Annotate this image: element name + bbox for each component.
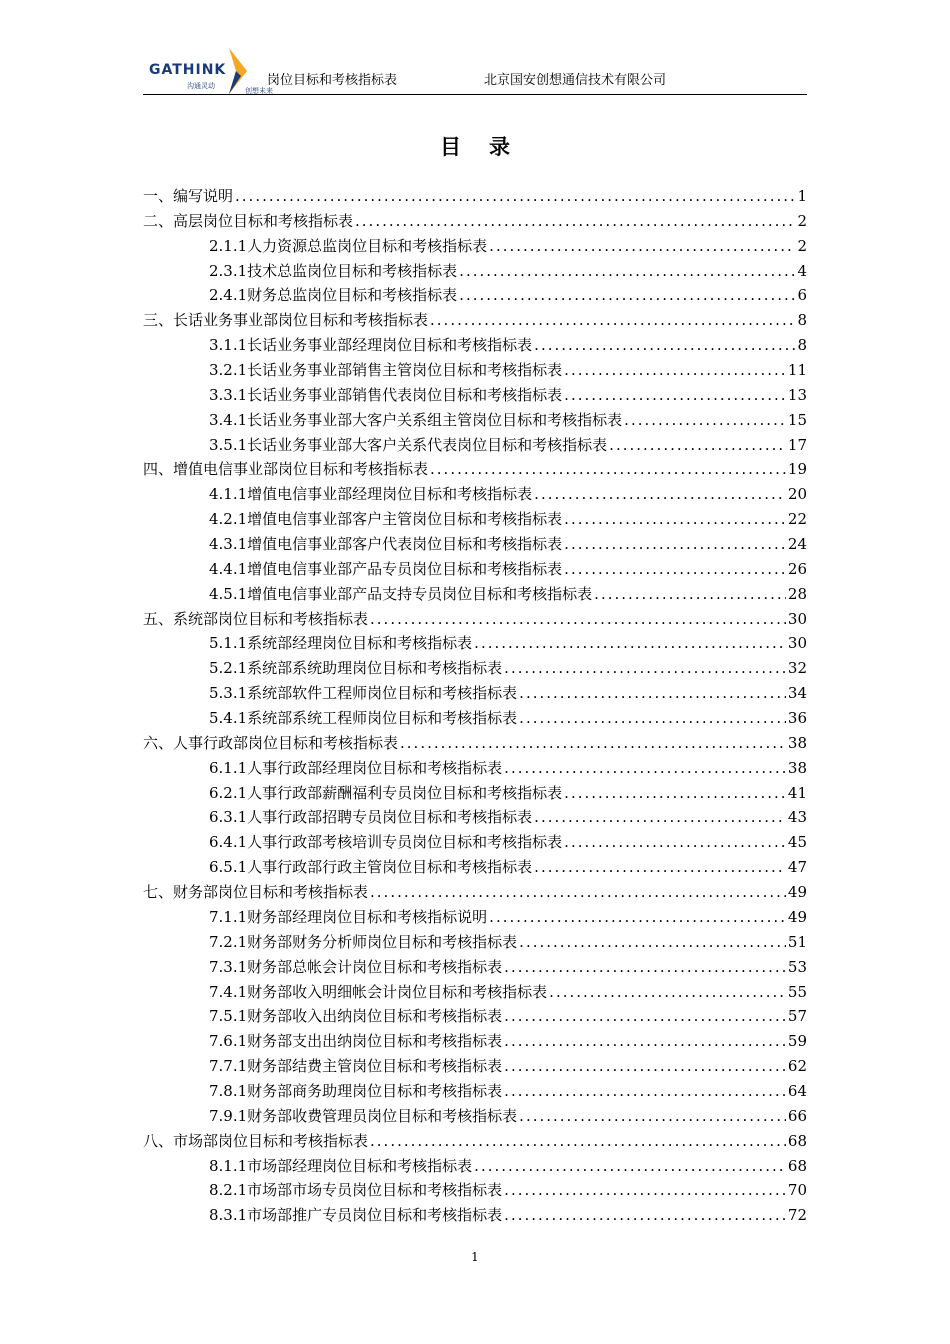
- toc-entry-text: 7.4.1财务部收入明细帐会计岗位目标和考核指标表: [209, 982, 548, 1001]
- toc-leader-dots: [370, 607, 786, 632]
- toc-subentry[interactable]: [143, 408, 807, 433]
- company-logo: [143, 48, 273, 94]
- toc-entry-text: 2.1.1人力资源总监岗位目标和考核指标表: [209, 236, 488, 255]
- toc-page-number: 55: [787, 982, 807, 1001]
- toc-entry-text: 六、人事行政部岗位目标和考核指标表: [143, 733, 399, 752]
- toc-entry-text: 7.5.1财务部收入出纳岗位目标和考核指标表: [209, 1007, 503, 1026]
- toc-entry[interactable]: [143, 308, 807, 333]
- toc-leader-dots: [370, 880, 786, 905]
- toc-page-number: 41: [787, 783, 807, 802]
- toc-entry-text: 7.9.1财务部收费管理员岗位目标和考核指标表: [209, 1106, 518, 1125]
- toc-page-number: 2: [797, 236, 807, 255]
- toc-entry-text: 二、高层岗位目标和考核指标表: [143, 211, 354, 230]
- toc-subentry[interactable]: [143, 955, 807, 980]
- toc-subentry[interactable]: [143, 905, 807, 930]
- toc-subentry[interactable]: [143, 706, 807, 731]
- toc-page-number: 72: [787, 1206, 807, 1225]
- toc-entry-text: 8.3.1市场部推广专员岗位目标和考核指标表: [209, 1206, 503, 1225]
- toc-subentry[interactable]: [143, 1029, 807, 1054]
- toc-leader-dots: [474, 631, 786, 656]
- toc-page-number: 38: [787, 733, 807, 752]
- toc-entry[interactable]: [143, 607, 807, 632]
- toc-leader-dots: [549, 980, 786, 1005]
- toc-entry[interactable]: [143, 1129, 807, 1154]
- toc-entry-text: 7.8.1财务部商务助理岗位目标和考核指标表: [209, 1081, 503, 1100]
- toc-page-number: 43: [787, 808, 807, 827]
- toc-leader-dots: [519, 681, 786, 706]
- toc-entry[interactable]: [143, 880, 807, 905]
- toc-leader-dots: [519, 706, 786, 731]
- toc-leader-dots: [474, 1154, 786, 1179]
- toc-page-number: 19: [787, 460, 807, 479]
- toc-page-number: 34: [787, 684, 807, 703]
- logo-slogan-1: 沟通灵动: [187, 82, 215, 90]
- toc-entry-text: 4.1.1增值电信事业部经理岗位目标和考核指标表: [209, 485, 533, 504]
- toc-entry-text: 6.1.1人事行政部经理岗位目标和考核指标表: [209, 758, 503, 777]
- toc-subentry[interactable]: [143, 383, 807, 408]
- toc-entry-text: 7.1.1财务部经理岗位目标和考核指标说明: [209, 907, 488, 926]
- toc-page-number: 53: [787, 957, 807, 976]
- toc-entry-text: 5.3.1系统部软件工程师岗位目标和考核指标表: [209, 684, 518, 703]
- toc-subentry[interactable]: [143, 1154, 807, 1179]
- toc-subentry[interactable]: [143, 1203, 807, 1228]
- toc-leader-dots: [519, 930, 786, 955]
- toc-page-number: 24: [787, 535, 807, 554]
- toc-leader-dots: [624, 408, 786, 433]
- toc-leader-dots: [504, 1004, 786, 1029]
- toc-entry-text: 6.4.1人事行政部考核培训专员岗位目标和考核指标表: [209, 833, 563, 852]
- toc-leader-dots: [534, 855, 786, 880]
- toc-page-number: 11: [787, 361, 807, 380]
- toc-subentry[interactable]: [143, 681, 807, 706]
- toc-entry-text: 3.4.1长话业务事业部大客户关系组主管岗位目标和考核指标表: [209, 410, 623, 429]
- toc-entry-text: 四、增值电信事业部岗位目标和考核指标表: [143, 460, 429, 479]
- toc-page-number: 22: [787, 510, 807, 529]
- toc-subentry[interactable]: [143, 358, 807, 383]
- toc-entry-text: 4.3.1增值电信事业部客户代表岗位目标和考核指标表: [209, 535, 563, 554]
- toc-entry-text: 2.4.1财务总监岗位目标和考核指标表: [209, 286, 458, 305]
- toc-page-number: 2: [797, 211, 807, 230]
- toc-entry-text: 7.3.1财务部总帐会计岗位目标和考核指标表: [209, 957, 503, 976]
- toc-leader-dots: [489, 234, 795, 259]
- toc-subentry[interactable]: [143, 631, 807, 656]
- toc-entry-text: 8.1.1市场部经理岗位目标和考核指标表: [209, 1156, 473, 1175]
- toc-page-number: 59: [787, 1032, 807, 1051]
- toc-leader-dots: [534, 482, 786, 507]
- toc-leader-dots: [534, 805, 786, 830]
- toc-entry-text: 3.2.1长话业务事业部销售主管岗位目标和考核指标表: [209, 361, 563, 380]
- logo-wordmark: GATHINK: [149, 62, 227, 78]
- toc-entry-text: 4.4.1增值电信事业部产品专员岗位目标和考核指标表: [209, 559, 563, 578]
- toc-subentry[interactable]: [143, 557, 807, 582]
- toc-entry-text: 5.1.1系统部经理岗位目标和考核指标表: [209, 634, 473, 653]
- toc-page-number: 49: [787, 907, 807, 926]
- toc-leader-dots: [504, 1029, 786, 1054]
- toc-entry[interactable]: [143, 184, 807, 209]
- toc-page-number: 28: [787, 584, 807, 603]
- toc-leader-dots: [370, 1129, 786, 1154]
- toc-entry-text: 7.6.1财务部支出出纳岗位目标和考核指标表: [209, 1032, 503, 1051]
- toc-entry[interactable]: [143, 731, 807, 756]
- toc-entry-text: 4.2.1增值电信事业部客户主管岗位目标和考核指标表: [209, 510, 563, 529]
- toc-leader-dots: [355, 209, 795, 234]
- toc-leader-dots: [564, 358, 786, 383]
- toc-leader-dots: [400, 731, 786, 756]
- toc-entry-text: 一、编写说明: [143, 187, 234, 205]
- toc-subentry[interactable]: [143, 234, 807, 259]
- toc-subentry[interactable]: [143, 980, 807, 1005]
- toc-title: 目录: [440, 135, 538, 159]
- toc-subentry[interactable]: [143, 1004, 807, 1029]
- toc-page-number: 17: [787, 435, 807, 454]
- toc-entry-text: 八、市场部岗位目标和考核指标表: [143, 1131, 369, 1150]
- toc-leader-dots: [564, 507, 786, 532]
- toc-leader-dots: [519, 1104, 786, 1129]
- toc-subentry[interactable]: [143, 855, 807, 880]
- toc-subentry[interactable]: [143, 283, 807, 308]
- toc-leader-dots: [504, 756, 786, 781]
- toc-page-number: 8: [797, 336, 807, 355]
- header-company-name: 北京国安创想通信技术有限公司: [484, 73, 667, 88]
- toc-page-number: 8: [797, 311, 807, 330]
- toc-entry-text: 7.2.1财务部财务分析师岗位目标和考核指标表: [209, 932, 518, 951]
- toc-leader-dots: [594, 582, 786, 607]
- toc-leader-dots: [504, 1079, 786, 1104]
- toc-leader-dots: [504, 656, 786, 681]
- toc-entry-text: 5.2.1系统部系统助理岗位目标和考核指标表: [209, 659, 503, 678]
- toc-subentry[interactable]: [143, 582, 807, 607]
- toc-page-number: 66: [787, 1106, 807, 1125]
- toc-page-number: 32: [787, 659, 807, 678]
- header-document-title: 岗位目标和考核指标表: [267, 73, 398, 88]
- toc-page-number: 62: [787, 1057, 807, 1076]
- table-of-contents: [143, 184, 807, 1228]
- toc-page-number: 70: [787, 1181, 807, 1200]
- toc-page-number: 1: [797, 187, 807, 205]
- toc-leader-dots: [504, 1203, 786, 1228]
- toc-page-number: 45: [787, 833, 807, 852]
- toc-leader-dots: [564, 557, 786, 582]
- toc-page-number: 57: [787, 1007, 807, 1026]
- toc-subentry[interactable]: [143, 1104, 807, 1129]
- toc-page-number: 51: [787, 932, 807, 951]
- toc-subentry[interactable]: [143, 259, 807, 284]
- toc-leader-dots: [609, 433, 786, 458]
- toc-entry-text: 3.1.1长话业务事业部经理岗位目标和考核指标表: [209, 336, 533, 355]
- toc-leader-dots: [564, 781, 786, 806]
- toc-page-number: 20: [787, 485, 807, 504]
- toc-leader-dots: [564, 830, 786, 855]
- toc-leader-dots: [564, 383, 786, 408]
- page-number: 1: [471, 1250, 479, 1264]
- toc-subentry[interactable]: [143, 1054, 807, 1079]
- toc-leader-dots: [489, 905, 786, 930]
- toc-page-number: 4: [797, 261, 807, 280]
- toc-subentry[interactable]: [143, 333, 807, 358]
- toc-entry-text: 6.5.1人事行政部行政主管岗位目标和考核指标表: [209, 858, 533, 877]
- toc-page-number: 36: [787, 709, 807, 728]
- toc-page-number: 68: [787, 1156, 807, 1175]
- toc-subentry[interactable]: [143, 756, 807, 781]
- toc-subentry[interactable]: [143, 1079, 807, 1104]
- toc-entry-text: 三、长话业务事业部岗位目标和考核指标表: [143, 311, 429, 330]
- toc-leader-dots: [564, 532, 786, 557]
- toc-entry-text: 3.5.1长话业务事业部大客户关系代表岗位目标和考核指标表: [209, 435, 608, 454]
- toc-leader-dots: [504, 1054, 786, 1079]
- toc-subentry[interactable]: [143, 532, 807, 557]
- toc-page-number: 26: [787, 559, 807, 578]
- toc-page-number: 38: [787, 758, 807, 777]
- toc-entry-text: 6.3.1人事行政部招聘专员岗位目标和考核指标表: [209, 808, 533, 827]
- toc-page-number: 30: [787, 609, 807, 628]
- toc-page-number: 13: [787, 385, 807, 404]
- toc-entry-text: 6.2.1人事行政部薪酬福利专员岗位目标和考核指标表: [209, 783, 563, 802]
- toc-page-number: 6: [797, 286, 807, 305]
- toc-leader-dots: [534, 333, 795, 358]
- toc-entry[interactable]: [143, 457, 807, 482]
- toc-entry[interactable]: [143, 209, 807, 234]
- logo-slogan-2: 创想未来: [245, 87, 273, 95]
- toc-entry-text: 4.5.1增值电信事业部产品支持专员岗位目标和考核指标表: [209, 584, 593, 603]
- toc-subentry[interactable]: [143, 507, 807, 532]
- toc-entry-text: 五、系统部岗位目标和考核指标表: [143, 609, 369, 628]
- toc-entry-text: 8.2.1市场部市场专员岗位目标和考核指标表: [209, 1181, 503, 1200]
- toc-leader-dots: [430, 308, 795, 333]
- toc-leader-dots: [459, 283, 795, 308]
- toc-subentry[interactable]: [143, 656, 807, 681]
- toc-subentry[interactable]: [143, 830, 807, 855]
- toc-subentry[interactable]: [143, 930, 807, 955]
- toc-subentry[interactable]: [143, 805, 807, 830]
- toc-leader-dots: [504, 1178, 786, 1203]
- toc-page-number: 15: [787, 410, 807, 429]
- toc-entry-text: 5.4.1系统部系统工程师岗位目标和考核指标表: [209, 709, 518, 728]
- toc-subentry[interactable]: [143, 1178, 807, 1203]
- toc-leader-dots: [235, 184, 795, 209]
- toc-subentry[interactable]: [143, 433, 807, 458]
- toc-subentry[interactable]: [143, 781, 807, 806]
- page-header: [143, 40, 807, 95]
- toc-page-number: 30: [787, 634, 807, 653]
- toc-page-number: 49: [787, 883, 807, 902]
- toc-entry-text: 3.3.1长话业务事业部销售代表岗位目标和考核指标表: [209, 385, 563, 404]
- toc-leader-dots: [430, 457, 786, 482]
- toc-page-number: 47: [787, 858, 807, 877]
- toc-leader-dots: [459, 259, 795, 284]
- toc-page-number: 68: [787, 1131, 807, 1150]
- header-divider: [143, 94, 807, 95]
- toc-leader-dots: [504, 955, 786, 980]
- toc-page-number: 64: [787, 1081, 807, 1100]
- toc-entry-text: 七、财务部岗位目标和考核指标表: [143, 883, 369, 902]
- toc-entry-text: 2.3.1技术总监岗位目标和考核指标表: [209, 261, 458, 280]
- toc-subentry[interactable]: [143, 482, 807, 507]
- toc-entry-text: 7.7.1财务部结费主管岗位目标和考核指标表: [209, 1057, 503, 1076]
